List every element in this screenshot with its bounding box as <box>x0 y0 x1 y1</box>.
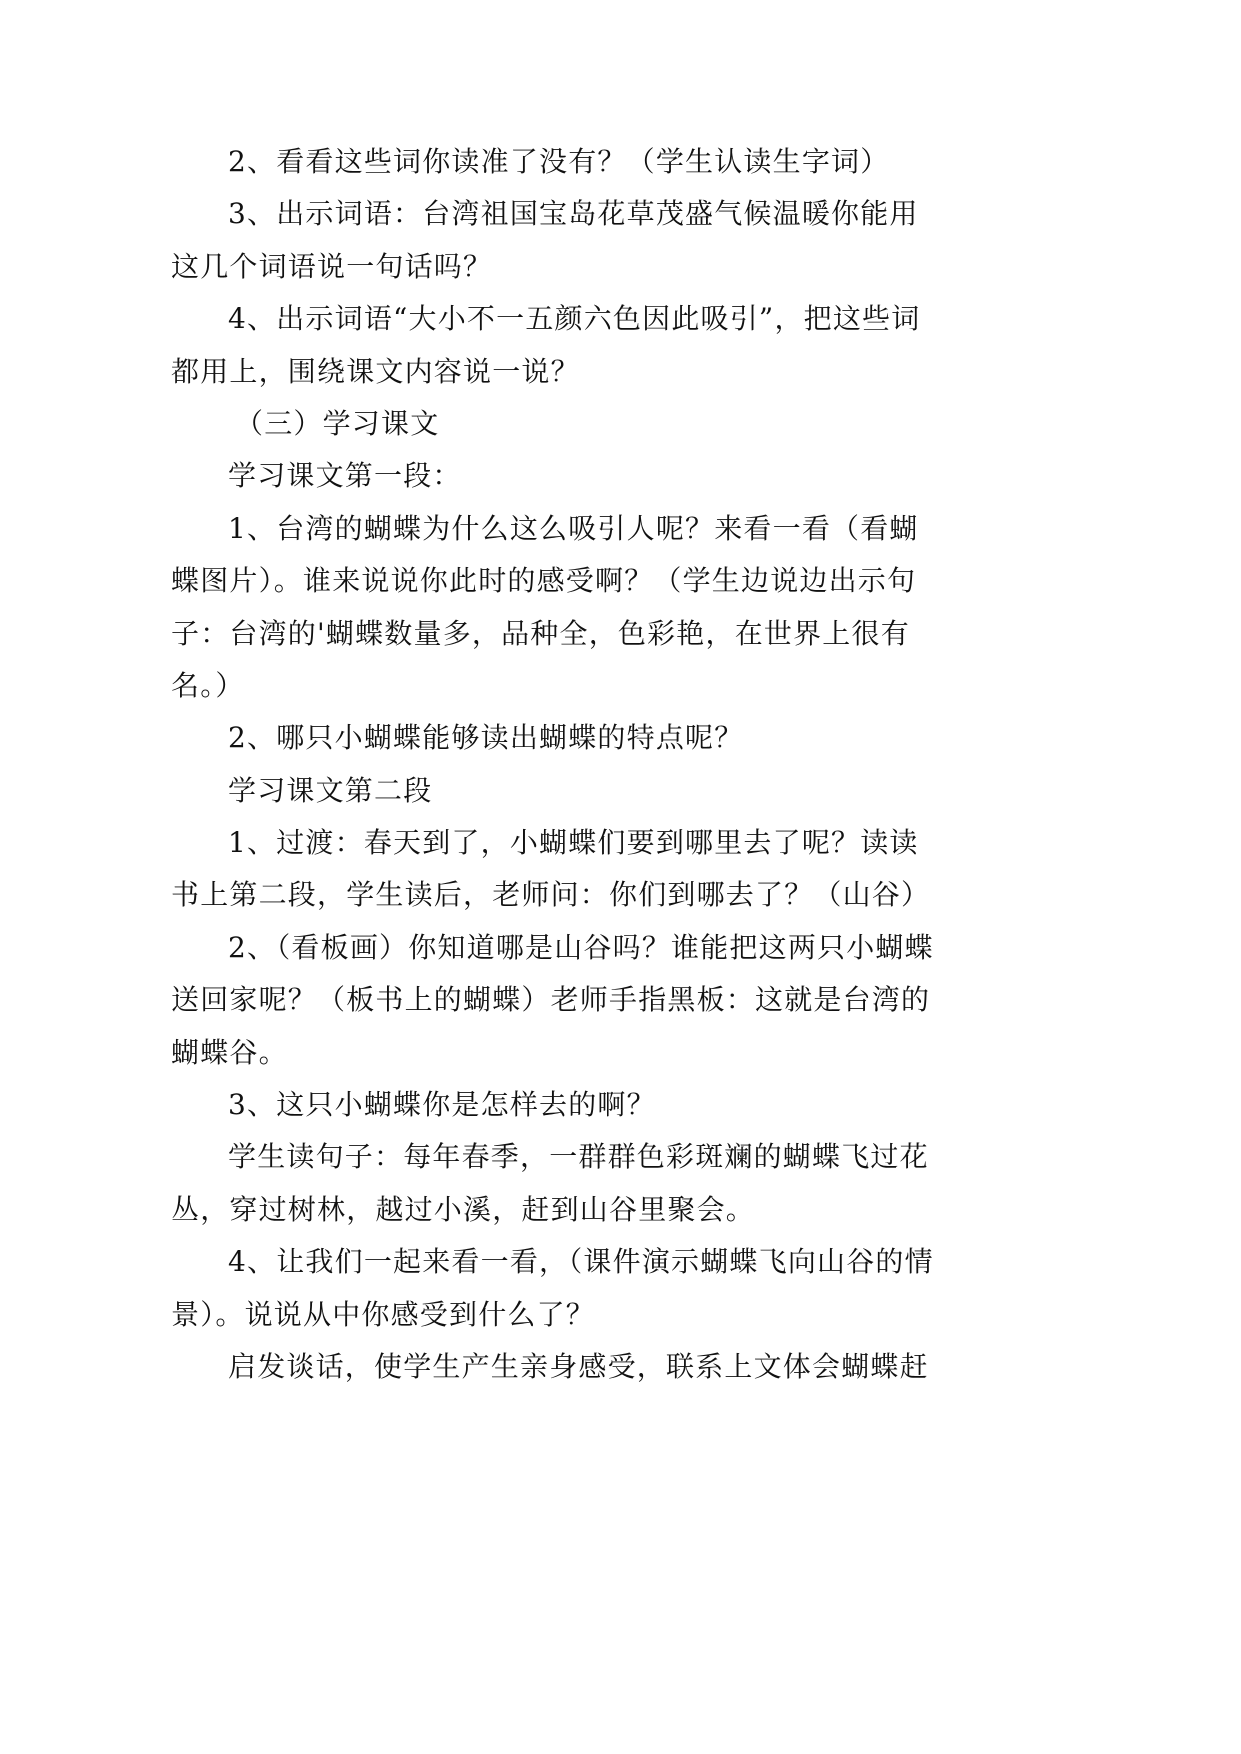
text-line: 2、看看这些词你读准了没有？（学生认读生字词） <box>228 145 890 178</box>
text-line: 学生读句子：每年春季，一群群色彩斑斓的蝴蝶飞过花 <box>228 1140 929 1174</box>
text-line: 2、（看板画）你知道哪是山谷吗？谁能把这两只小蝴蝶 <box>228 930 934 964</box>
document-body <box>171 136 941 1393</box>
text-line: 1、过渡：春天到了，小蝴蝶们要到哪里去了呢？读读 <box>228 826 919 860</box>
subsection-heading: 学习课文第二段 <box>228 773 433 807</box>
text-line: 送回家呢？（板书上的蝴蝶）老师手指黑板：这就是台湾的 <box>171 983 931 1017</box>
text-line: 3、出示词语：台湾祖国宝岛花草茂盛气候温暖你能用 <box>228 197 919 231</box>
text-line: 名。） <box>171 668 245 702</box>
text-line: 4、出示词语“大小不一五颜六色因此吸引”，把这些词 <box>228 302 921 336</box>
text-line: 3、这只小蝴蝶你是怎样去的啊？ <box>228 1088 656 1122</box>
text-line: 2、哪只小蝴蝶能够读出蝴蝶的特点呢？ <box>228 721 744 755</box>
text-line: 1、台湾的蝴蝶为什么这么吸引人呢？来看一看（看蝴 <box>228 511 919 545</box>
text-line: 书上第二段，学生读后，老师问：你们到哪去了？（山谷） <box>171 878 931 912</box>
text-line: 都用上，围绕课文内容说一说？ <box>171 354 580 388</box>
text-line: 4、让我们一起来看一看，（课件演示蝴蝶飞向山谷的情 <box>228 1245 934 1279</box>
text-line: 启发谈话，使学生产生亲身感受，联系上文体会蝴蝶赶 <box>228 1349 929 1383</box>
subsection-heading: 学习课文第一段： <box>228 459 462 493</box>
text-line: 丛，穿过树林，越过小溪，赶到山谷里聚会。 <box>171 1192 756 1226</box>
section-heading: （三）学习课文 <box>235 406 440 440</box>
text-line: 景）。说说从中你感受到什么了？ <box>171 1297 596 1331</box>
text-line: 蝴蝶谷。 <box>171 1035 288 1069</box>
text-line: 蝶图片）。谁来说说你此时的感受啊？（学生边说边出示句 <box>171 564 917 598</box>
text-line: 子：台湾的'蝴蝶数量多，品种全，色彩艳，在世界上很有 <box>171 616 910 650</box>
text-line: 这几个词语说一句话吗？ <box>171 249 493 283</box>
